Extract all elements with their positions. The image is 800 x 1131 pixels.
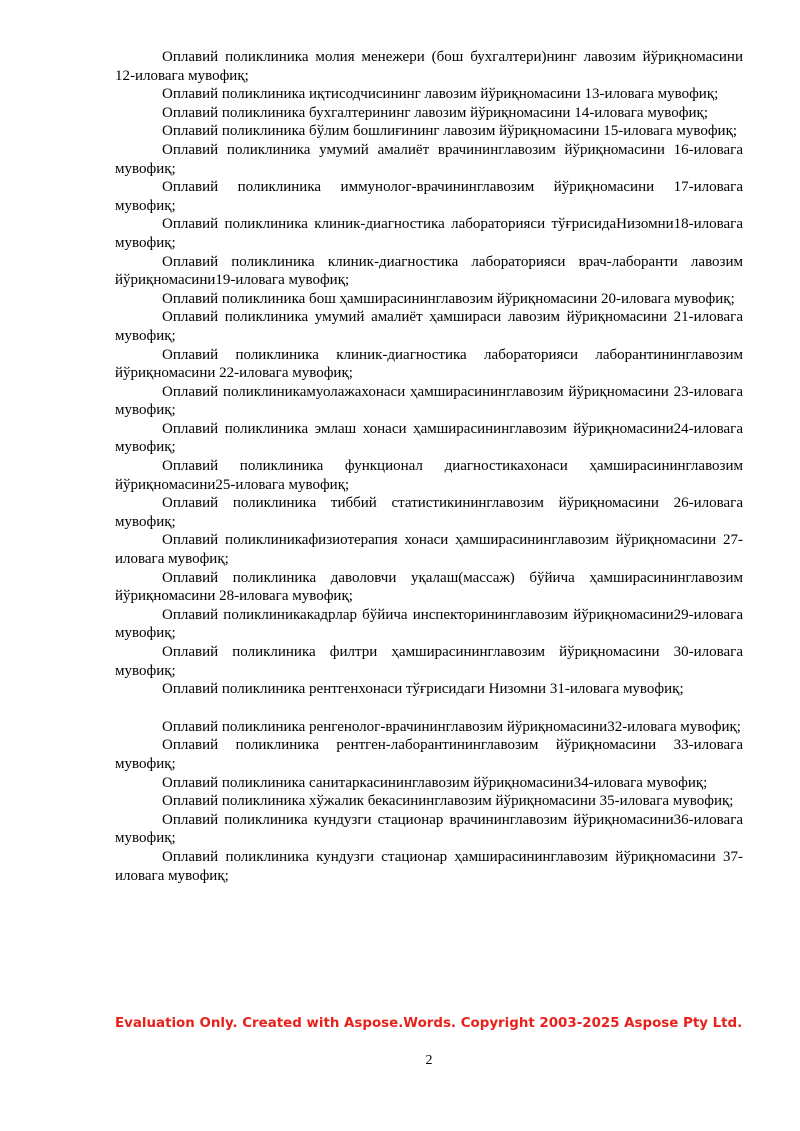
paragraph-item-31: Оплавий поликлиника рентгенхонаси тўғрисидаги Низомни 31-иловага мувофиқ; bbox=[162, 681, 684, 698]
paragraph-item-25: Оплавий поликлиника функционал диагностикахонаси ҳамширасининглавозим йўриқномасини25-иловага мувофиқ; bbox=[115, 458, 743, 493]
paragraph-item-15: Оплавий поликлиника бўлим бошлиғининг лавозим йўриқномасини 15-иловага мувофиқ; bbox=[162, 123, 738, 140]
paragraph-item-13: Оплавий поликлиника иқтисодчисининг лавозим йўриқномасини 13-иловага мувофиқ; bbox=[162, 86, 719, 103]
paragraph-item-30: Оплавий поликлиника филтри ҳамширасининглавозим йўриқномасини 30-иловага мувофиқ; bbox=[115, 644, 743, 679]
paragraph-item-19: Оплавий поликлиника клиник-диагностика лабораторияси врач-лаборанти лавозим йўриқномасини19-иловага мувофиқ; bbox=[115, 253, 743, 289]
paragraph-item-12: Оплавий поликлиника молия менежери (бош бухгалтери)нинг лавозим йўриқномасини 12-иловага мувофиқ; bbox=[115, 49, 743, 84]
paragraph-item-36: Оплавий поликлиника кундузги стационар врачининглавозим йўриқномасини36-иловага мувофиқ; bbox=[115, 811, 743, 847]
paragraph-item-32: Оплавий поликлиника ренгенолог-врачининглавозим йўриқномасини32-иловага мувофиқ; bbox=[162, 718, 741, 735]
paragraph-item-35: Оплавий поликлиника хўжалик бекасининглавозим йўриқномасини 35-иловага мувофиқ; bbox=[162, 793, 734, 810]
paragraph-item-37: Оплавий поликлиника кундузги стационар ҳамширасининглавозим йўриқномасини 37-иловага мувофиқ; bbox=[115, 848, 743, 884]
paragraph-item-22: Оплавий поликлиника клиник-диагностика лабораторияси лаборантининглавозим йўриқномасини 22-иловага мувофиқ; bbox=[115, 346, 743, 382]
paragraph-item-21: Оплавий поликлиника умумий амалиёт ҳамшираси лавозим йўриқномасини 21-иловага мувофиқ; bbox=[115, 309, 743, 344]
paragraph-item-34: Оплавий поликлиника санитаркасининглавозим йўриқномасини34-иловага мувофиқ; bbox=[162, 774, 708, 791]
paragraph-item-24: Оплавий поликлиника эмлаш хонаси ҳамширасининглавозим йўриқномасини24-иловага мувофиқ; bbox=[115, 420, 743, 456]
paragraph-item-20: Оплавий поликлиника бош ҳамширасининглавозим йўриқномасини 20-иловага мувофиқ; bbox=[162, 290, 735, 307]
paragraph-item-27: Оплавий поликлиникафизиотерапия хонаси ҳамширасининглавозим йўриқномасини 27-иловага мувофиқ; bbox=[115, 532, 743, 568]
paragraph-item-17: Оплавий поликлиника иммунолог-врачининглавозим йўриқномасини 17-иловага мувофиқ; bbox=[115, 179, 743, 214]
document-body bbox=[115, 48, 743, 885]
paragraph-item-29: Оплавий поликлиникакадрлар бўйича инспекторининглавозим йўриқномасини29-иловага мувофиқ; bbox=[115, 606, 743, 642]
paragraph-item-28: Оплавий поликлиника даволовчи уқалаш(массаж) бўйича ҳамширасининглавозим йўриқномасини 28-иловага мувофиқ; bbox=[115, 569, 743, 605]
evaluation-watermark: Evaluation Only. Created with Aspose.Words. Copyright 2003-2025 Aspose Pty Ltd. bbox=[115, 1016, 743, 1031]
paragraph-spacer bbox=[115, 699, 743, 718]
paragraph-item-18: Оплавий поликлиника клиник-диагностика лабораторияси тўғрисидаНизомни18-иловага мувофиқ; bbox=[115, 216, 743, 251]
paragraph-item-23: Оплавий поликлиникамуолажахонаси ҳамширасининглавозим йўриқномасини 23-иловага мувофиқ; bbox=[115, 383, 743, 419]
paragraph-item-33: Оплавий поликлиника рентген-лаборантининглавозим йўриқномасини 33-иловага мувофиқ; bbox=[115, 737, 743, 772]
paragraph-item-26: Оплавий поликлиника тиббий статистикининглавозим йўриқномасини 26-иловага мувофиқ; bbox=[115, 495, 743, 530]
paragraph-item-14: Оплавий поликлиника бухгалтерининг лавозим йўриқномасини 14-иловага мувофиқ; bbox=[162, 104, 708, 121]
page-number: 2 bbox=[425, 1053, 433, 1068]
paragraph-item-16: Оплавий поликлиника умумий амалиёт врачининглавозим йўриқномасини 16-иловага мувофиқ; bbox=[115, 141, 743, 177]
